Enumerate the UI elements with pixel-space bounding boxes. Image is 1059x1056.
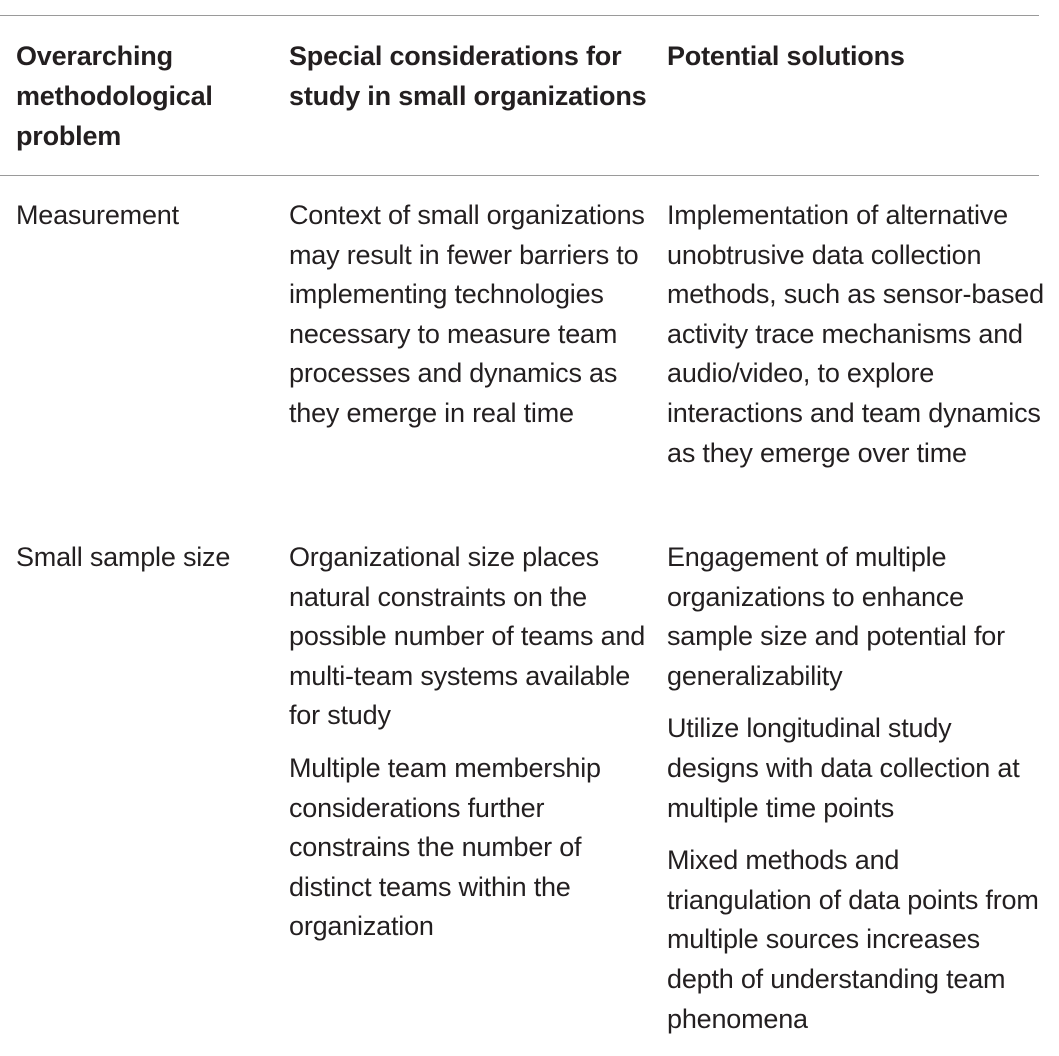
solution-text: Engagement of multiple organizations to enhance sample size and potential for generalizability xyxy=(667,542,1005,691)
table-top-rule xyxy=(0,15,1039,16)
solution-text: Implementation of alternative unobtrusive data collection methods, such as sensor-based activity trace mechanisms and audio/video, to explore interactions and team dynamics as they emerge over time xyxy=(667,200,1044,468)
row-sample-size-problem: Small sample size xyxy=(16,542,231,572)
row-measurement-problem: Measurement xyxy=(16,200,179,230)
consideration-text: Organizational size places natural constraints on the possible number of teams and multi-team systems available for study xyxy=(289,542,646,731)
header-solutions: Potential solutions xyxy=(667,41,905,71)
solution-text: Mixed methods and triangulation of data points from multiple sources increases depth of understanding team phenomena xyxy=(667,845,1039,1034)
row-sample-size-considerations xyxy=(289,538,651,947)
row-sample-size-solutions xyxy=(667,538,1047,1039)
row-measurement-considerations xyxy=(289,196,651,434)
consideration-text: Context of small organizations may result in fewer barriers to implementing technologies necessary to measure team processes and dynamics as they emerge in real time xyxy=(289,200,645,428)
consideration-text: Multiple team membership considerations further constrains the number of distinct teams within the organization xyxy=(289,752,601,942)
row-measurement-solutions xyxy=(667,196,1047,473)
table-header-rule xyxy=(0,175,1039,176)
solution-text: Utilize longitudinal study designs with data collection at multiple time points xyxy=(667,713,1020,823)
header-problem: Overarching methodological problem xyxy=(16,41,213,151)
header-considerations: Special considerations for study in small organizations xyxy=(289,41,647,111)
